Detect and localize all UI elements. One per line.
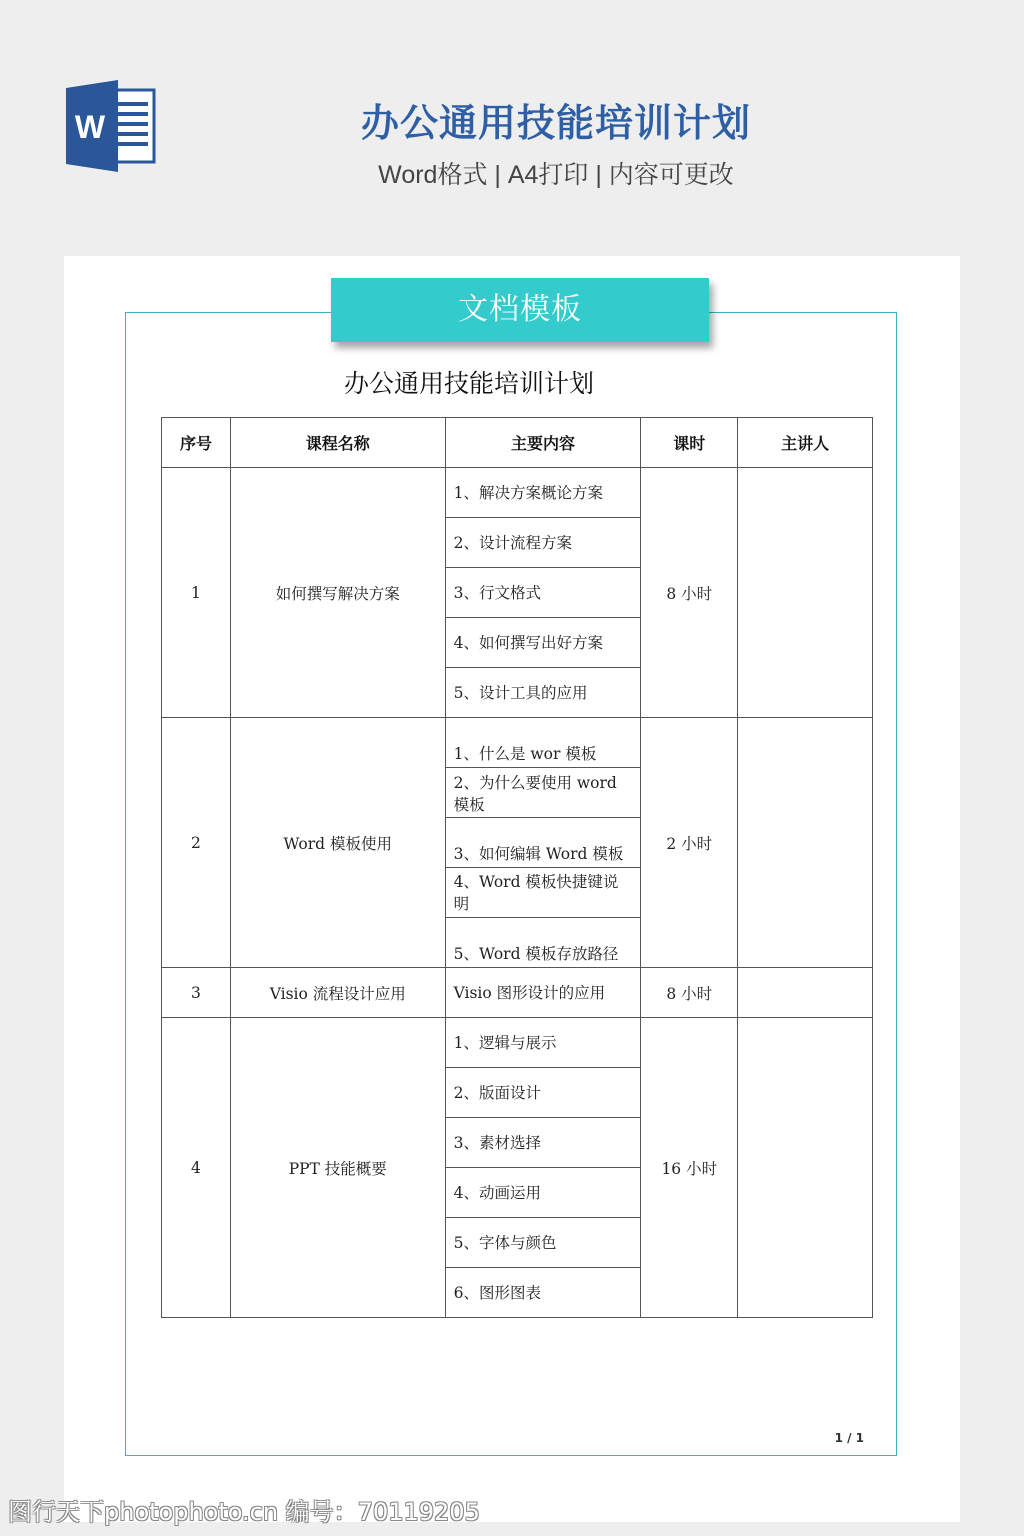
table-row xyxy=(162,718,873,968)
content-item: 5、设计工具的应用 xyxy=(453,683,588,702)
content-item: 3、素材选择 xyxy=(446,1118,641,1168)
cell-lecturer xyxy=(738,968,873,1018)
cell-content xyxy=(445,1018,641,1318)
svg-text:W: W xyxy=(74,109,106,145)
table-row xyxy=(162,468,873,718)
content-item: 5、字体与颜色 xyxy=(446,1218,641,1268)
cell-lecturer xyxy=(738,718,873,968)
cell-course: PPT 技能概要 xyxy=(230,1018,445,1318)
header-cell-course: 课程名称 xyxy=(230,418,445,468)
content-item: 1、解决方案概论方案 xyxy=(446,468,641,518)
cell-no: 2 xyxy=(162,718,231,968)
table-row xyxy=(162,968,873,1018)
cell-no: 1 xyxy=(162,468,231,718)
training-plan-table xyxy=(161,417,873,1318)
cell-lecturer xyxy=(738,1018,873,1318)
cell-hours: 16 小时 xyxy=(641,1018,738,1318)
word-logo-icon xyxy=(64,80,156,172)
header-cell-hours: 课时 xyxy=(641,418,738,468)
content-item: 2、版面设计 xyxy=(446,1068,641,1118)
content-item: Visio 图形设计的应用 xyxy=(453,983,606,1002)
content-item: 6、图形图表 xyxy=(453,1283,541,1302)
cell-course: 如何撰写解决方案 xyxy=(230,468,445,718)
document-title: 办公通用技能培训计划 xyxy=(343,369,594,398)
document-page xyxy=(64,256,960,1522)
cell-hours: 8 小时 xyxy=(641,468,738,718)
table-header-row xyxy=(162,418,873,468)
page-number: 1 / 1 xyxy=(834,1431,864,1445)
content-item: 1、什么是 wor 模板 xyxy=(446,718,641,768)
cell-hours: 8 小时 xyxy=(641,968,738,1018)
page-subtitle: Word格式 | A4打印 | 内容可更改 xyxy=(378,161,734,189)
cell-content xyxy=(445,468,641,718)
content-item: 5、Word 模板存放路径 xyxy=(453,945,619,963)
content-item: 4、如何撰写出好方案 xyxy=(446,618,641,668)
cell-no: 3 xyxy=(162,968,231,1018)
content-item: 3、行文格式 xyxy=(446,568,641,618)
cell-course: Word 模板使用 xyxy=(230,718,445,968)
header-cell-no: 序号 xyxy=(162,418,231,468)
header-cell-content: 主要内容 xyxy=(445,418,641,468)
table-row xyxy=(162,1018,873,1318)
cell-no: 4 xyxy=(162,1018,231,1318)
template-banner: 文档模板 xyxy=(331,278,709,342)
content-item: 3、如何编辑 Word 模板 xyxy=(446,818,641,868)
cell-hours: 2 小时 xyxy=(641,718,738,968)
content-item: 1、逻辑与展示 xyxy=(446,1018,641,1068)
cell-lecturer xyxy=(738,468,873,718)
cell-course: Visio 流程设计应用 xyxy=(230,968,445,1018)
content-item: 2、为什么要使用 word 模板 xyxy=(446,768,641,818)
header-cell-lecturer: 主讲人 xyxy=(738,418,873,468)
page-title: 办公通用技能培训计划 xyxy=(360,103,751,145)
content-item: 4、动画运用 xyxy=(446,1168,641,1218)
content-item: 4、Word 模板快捷键说明 xyxy=(446,868,641,918)
watermark: 图行天下photophoto.cn 编号：70119205 xyxy=(8,1498,480,1526)
cell-content xyxy=(445,968,641,1018)
content-item: 2、设计流程方案 xyxy=(446,518,641,568)
cell-content xyxy=(445,718,641,968)
